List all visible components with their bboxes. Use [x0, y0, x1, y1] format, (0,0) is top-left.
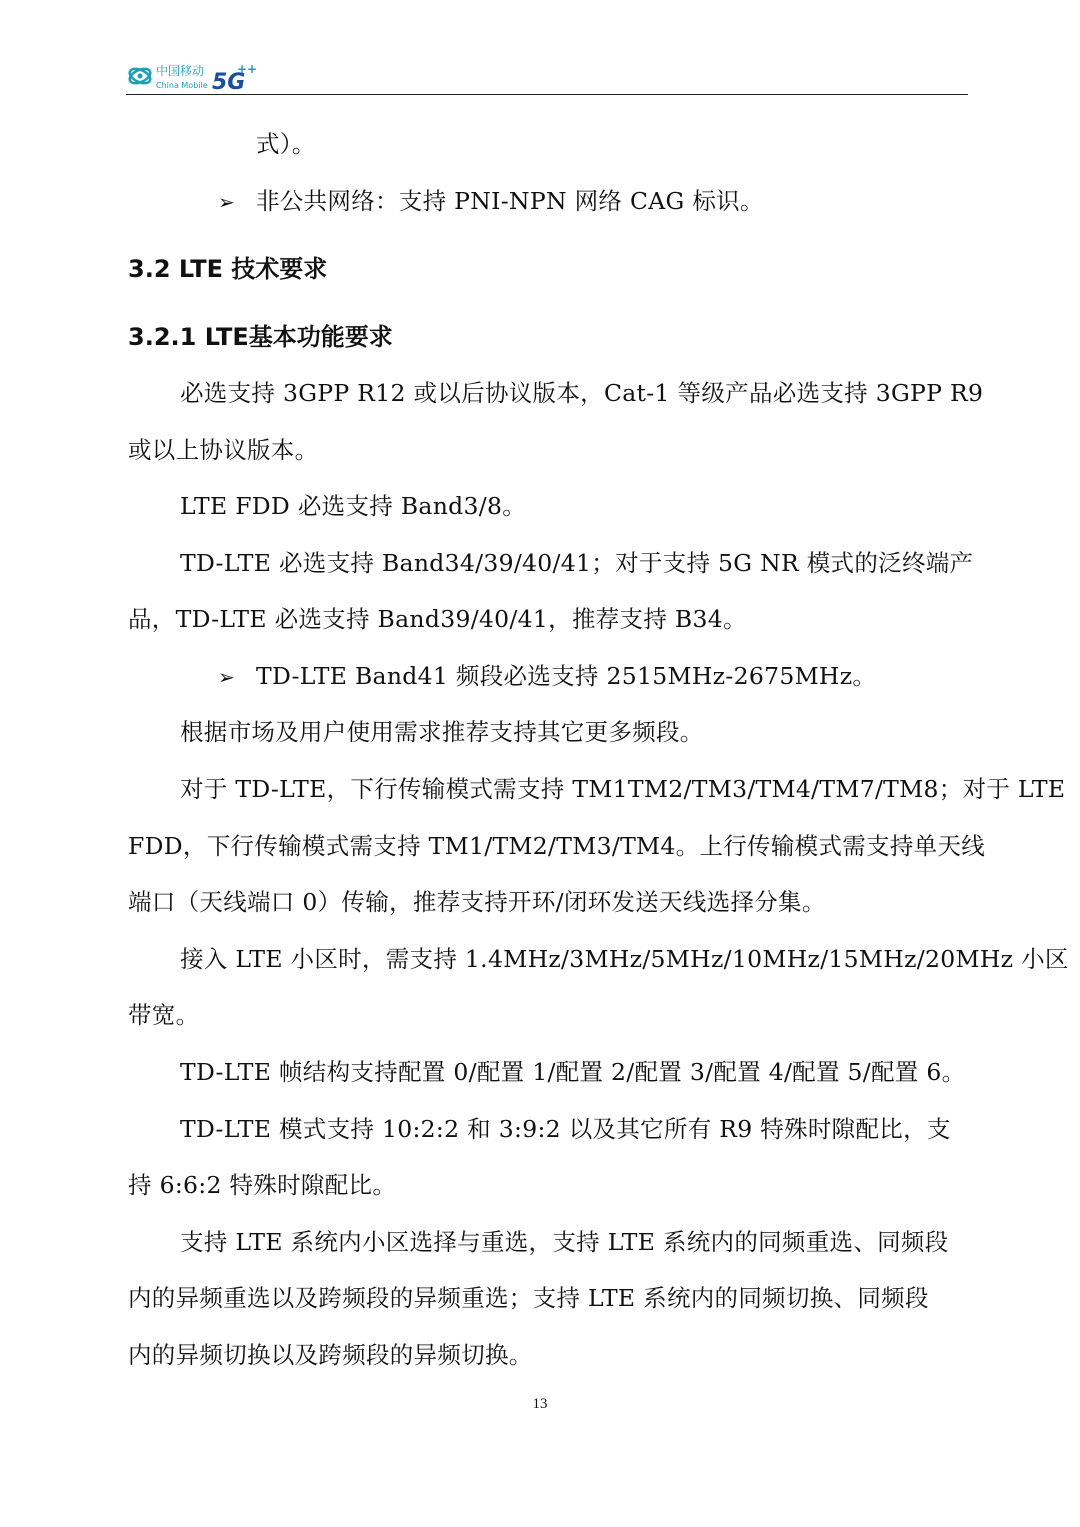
brand-5g-plus-icon: ++ — [237, 62, 258, 76]
text-line-15: TD-LTE 帧结构支持配置 0/配置 1/配置 2/配置 3/配置 4/配置 5/配置 6。 — [180, 1058, 966, 1086]
section-heading-3-2: 3.2 LTE 技术要求 — [128, 255, 328, 283]
text-line-7: 品，TD-LTE 必选支持 Band39/40/41，推荐支持 B34。 — [128, 605, 747, 633]
bullet-item-band41 — [218, 659, 876, 694]
text-line-4: 或以上协议版本。 — [128, 436, 319, 464]
text-line-1: 式）。 — [256, 130, 316, 158]
text-line-11: FDD，下行传输模式需支持 TM1/TM2/TM3/TM4。上行传输模式需支持单天线 — [128, 832, 986, 860]
text-line-14: 带宽。 — [128, 1001, 200, 1029]
text-line-18: 支持 LTE 系统内小区选择与重选，支持 LTE 系统内的同频重选、同频段 — [180, 1228, 949, 1256]
text-line-16: TD-LTE 模式支持 10:2:2 和 3:9:2 以及其它所有 R9 特殊时隙配比，支 — [180, 1115, 951, 1143]
bullet-item-npn — [218, 184, 764, 219]
arrow-bullet-icon: ➢ — [218, 190, 236, 214]
text-line-3: 必选支持 3GPP R12 或以后协议版本，Cat-1 等级产品必选支持 3GPP R9 — [180, 379, 984, 407]
text-line-13: 接入 LTE 小区时，需支持 1.4MHz/3MHz/5MHz/10MHz/15MHz/20MHz 小区 — [180, 945, 1069, 973]
text-line-19: 内的异频重选以及跨频段的异频重选；支持 LTE 系统内的同频切换、同频段 — [128, 1284, 929, 1312]
brand-5g: 5G — [212, 70, 246, 95]
brand-name-en: China Mobile — [156, 81, 208, 90]
arrow-bullet-icon: ➢ — [218, 665, 236, 689]
text-line-12: 端口（天线端口 0）传输，推荐支持开环/闭环发送天线选择分集。 — [128, 888, 826, 916]
text-line-9: 根据市场及用户使用需求推荐支持其它更多频段。 — [180, 718, 704, 746]
section-heading-3-2-1: 3.2.1 LTE基本功能要求 — [128, 323, 393, 351]
text-line-5: LTE FDD 必选支持 Band3/8。 — [180, 492, 526, 520]
china-mobile-emblem-icon — [127, 66, 152, 86]
header-divider — [126, 94, 968, 95]
page-number: 13 — [532, 1396, 548, 1412]
text-line-6: TD-LTE 必选支持 Band34/39/40/41；对于支持 5G NR 模式的泛终端产 — [180, 549, 974, 577]
text-line-17: 持 6:6:2 特殊时隙配比。 — [128, 1171, 397, 1199]
page-header — [126, 58, 968, 98]
text-line-10: 对于 TD-LTE，下行传输模式需支持 TM1TM2/TM3/TM4/TM7/TM8；对于 LTE — [180, 775, 1066, 803]
bullet-text-npn: 非公共网络：支持 PNI-NPN 网络 CAG 标识。 — [256, 187, 764, 215]
china-mobile-logo — [126, 58, 386, 98]
brand-name-cn: 中国移动 — [156, 64, 205, 78]
text-line-20: 内的异频切换以及跨频段的异频切换。 — [128, 1341, 533, 1369]
bullet-text-band41: TD-LTE Band41 频段必选支持 2515MHz-2675MHz。 — [256, 662, 877, 690]
